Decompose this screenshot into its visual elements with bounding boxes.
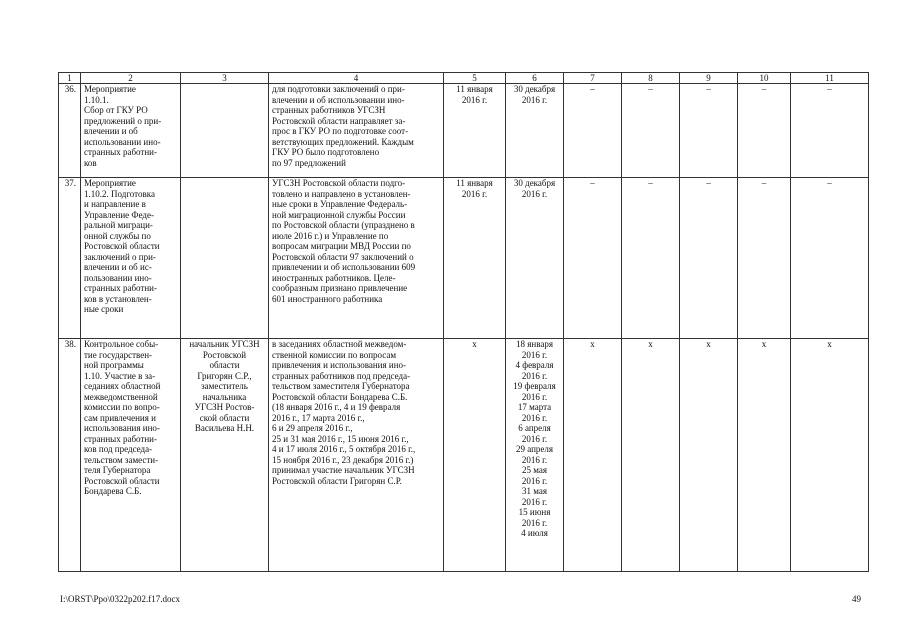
- page-number: 49: [852, 594, 861, 604]
- table-header-row: [59, 73, 869, 84]
- value-cell: х: [791, 339, 869, 572]
- header-cell: 10: [738, 73, 791, 84]
- end-date-cell: 30 декабря 2016 г.: [506, 84, 564, 178]
- result-cell: в заседаниях областной межведом- ственной комиссии по вопросам привлечения и использования ино- странных работников под председа- тельством заместителя Губернатора Ростовской области Бондарева С.Б. (18 января 2016 г., 4 и 19 февраля 2016 г., 17 марта 2016 г., 6 и 29 апреля 2016 г., 25 и 31 мая 2016 г., 15 июня 2016 г., 4 и 17 июля 2016 г., 5 октября 2016 г., 15 ноября 2016 г., 23 декабря 2016 г.) принимал участие начальник УГСЗН Ростовской области Григорян С.Р.: [269, 339, 444, 572]
- activity-name: Контрольное собы- тие государствен- ной программы 1.10. Участие в за- седаниях областной межведомственной комиссии по вопро- сам привлечения и использования ино- странных работни- ков под председа- тельством замести- теля Губернатора Ростовской области Бондарева С.Б.: [81, 339, 181, 572]
- executor-cell: [181, 178, 269, 339]
- header-cell: 5: [444, 73, 506, 84]
- row-number: 36.: [59, 84, 81, 178]
- header-cell: 2: [81, 73, 181, 84]
- value-cell: –: [738, 178, 791, 339]
- header-cell: 9: [680, 73, 738, 84]
- executor-cell: начальник УГСЗН Ростовской области Григорян С.Р., заместитель начальника УГСЗН Ростов- ской области Васильева Н.Н.: [181, 339, 269, 572]
- value-cell: –: [791, 84, 869, 178]
- value-cell: х: [564, 339, 622, 572]
- result-cell: УГСЗН Ростовской области подго- товлено и направлено в установлен- ные сроки в Управление Федераль- ной миграционной службы России по Ростовской области (упразднено в июле 2016 г.) и Управление по вопросам миграции МВД России по Ростовской области 97 заключений о привлечении и об использовании 609 иностранных работников. Целе- сообразным признано привлечение 601 иностранного работника: [269, 178, 444, 339]
- header-cell: 11: [791, 73, 869, 84]
- header-cell: 7: [564, 73, 622, 84]
- header-cell: 4: [269, 73, 444, 84]
- row-number: 37.: [59, 178, 81, 339]
- header-cell: 6: [506, 73, 564, 84]
- activity-name: Мероприятие 1.10.1. Сбор от ГКУ РО предложений о при- влечении и об использовании ино- странных работни- ков: [81, 84, 181, 178]
- table-row: [59, 84, 869, 178]
- header-cell: 8: [622, 73, 680, 84]
- end-date-cell: 18 января 2016 г. 4 февраля 2016 г. 19 февраля 2016 г. 17 марта 2016 г. 6 апреля 2016 г. 29 апреля 2016 г. 25 мая 2016 г. 31 мая 2016 г. 15 июня 2016 г. 4 июля: [506, 339, 564, 572]
- header-cell: 3: [181, 73, 269, 84]
- file-path: I:\ORST\Ppo\0322p202.f17.docx: [60, 594, 181, 604]
- value-cell: –: [564, 84, 622, 178]
- value-cell: х: [680, 339, 738, 572]
- value-cell: –: [791, 178, 869, 339]
- row-number: 38.: [59, 339, 81, 572]
- result-cell: для подготовки заключений о при- влечении и об использовании ино- странных работников УГСЗН Ростовской области направляет за- прос в ГКУ РО по подготовке соот- ветствующих предложений. Каждым ГКУ РО было подготовлено по 97 предложений: [269, 84, 444, 178]
- value-cell: х: [738, 339, 791, 572]
- value-cell: –: [622, 178, 680, 339]
- start-date-cell: х: [444, 339, 506, 572]
- value-cell: –: [738, 84, 791, 178]
- activity-name: Мероприятие 1.10.2. Подготовка и направление в Управление Феде- ральной миграци- онной службы по Ростовской области заключений о при- влечении и об ис- пользовании ино- странных работни- ков в установлен- ные сроки: [81, 178, 181, 339]
- table-row: [59, 178, 869, 339]
- header-cell: 1: [59, 73, 81, 84]
- start-date-cell: 11 января 2016 г.: [444, 178, 506, 339]
- value-cell: –: [564, 178, 622, 339]
- value-cell: –: [680, 84, 738, 178]
- table-row: [59, 339, 869, 572]
- value-cell: –: [622, 84, 680, 178]
- value-cell: х: [622, 339, 680, 572]
- value-cell: –: [680, 178, 738, 339]
- start-date-cell: 11 января 2016 г.: [444, 84, 506, 178]
- end-date-cell: 30 декабря 2016 г.: [506, 178, 564, 339]
- executor-cell: [181, 84, 269, 178]
- program-table: [58, 72, 869, 572]
